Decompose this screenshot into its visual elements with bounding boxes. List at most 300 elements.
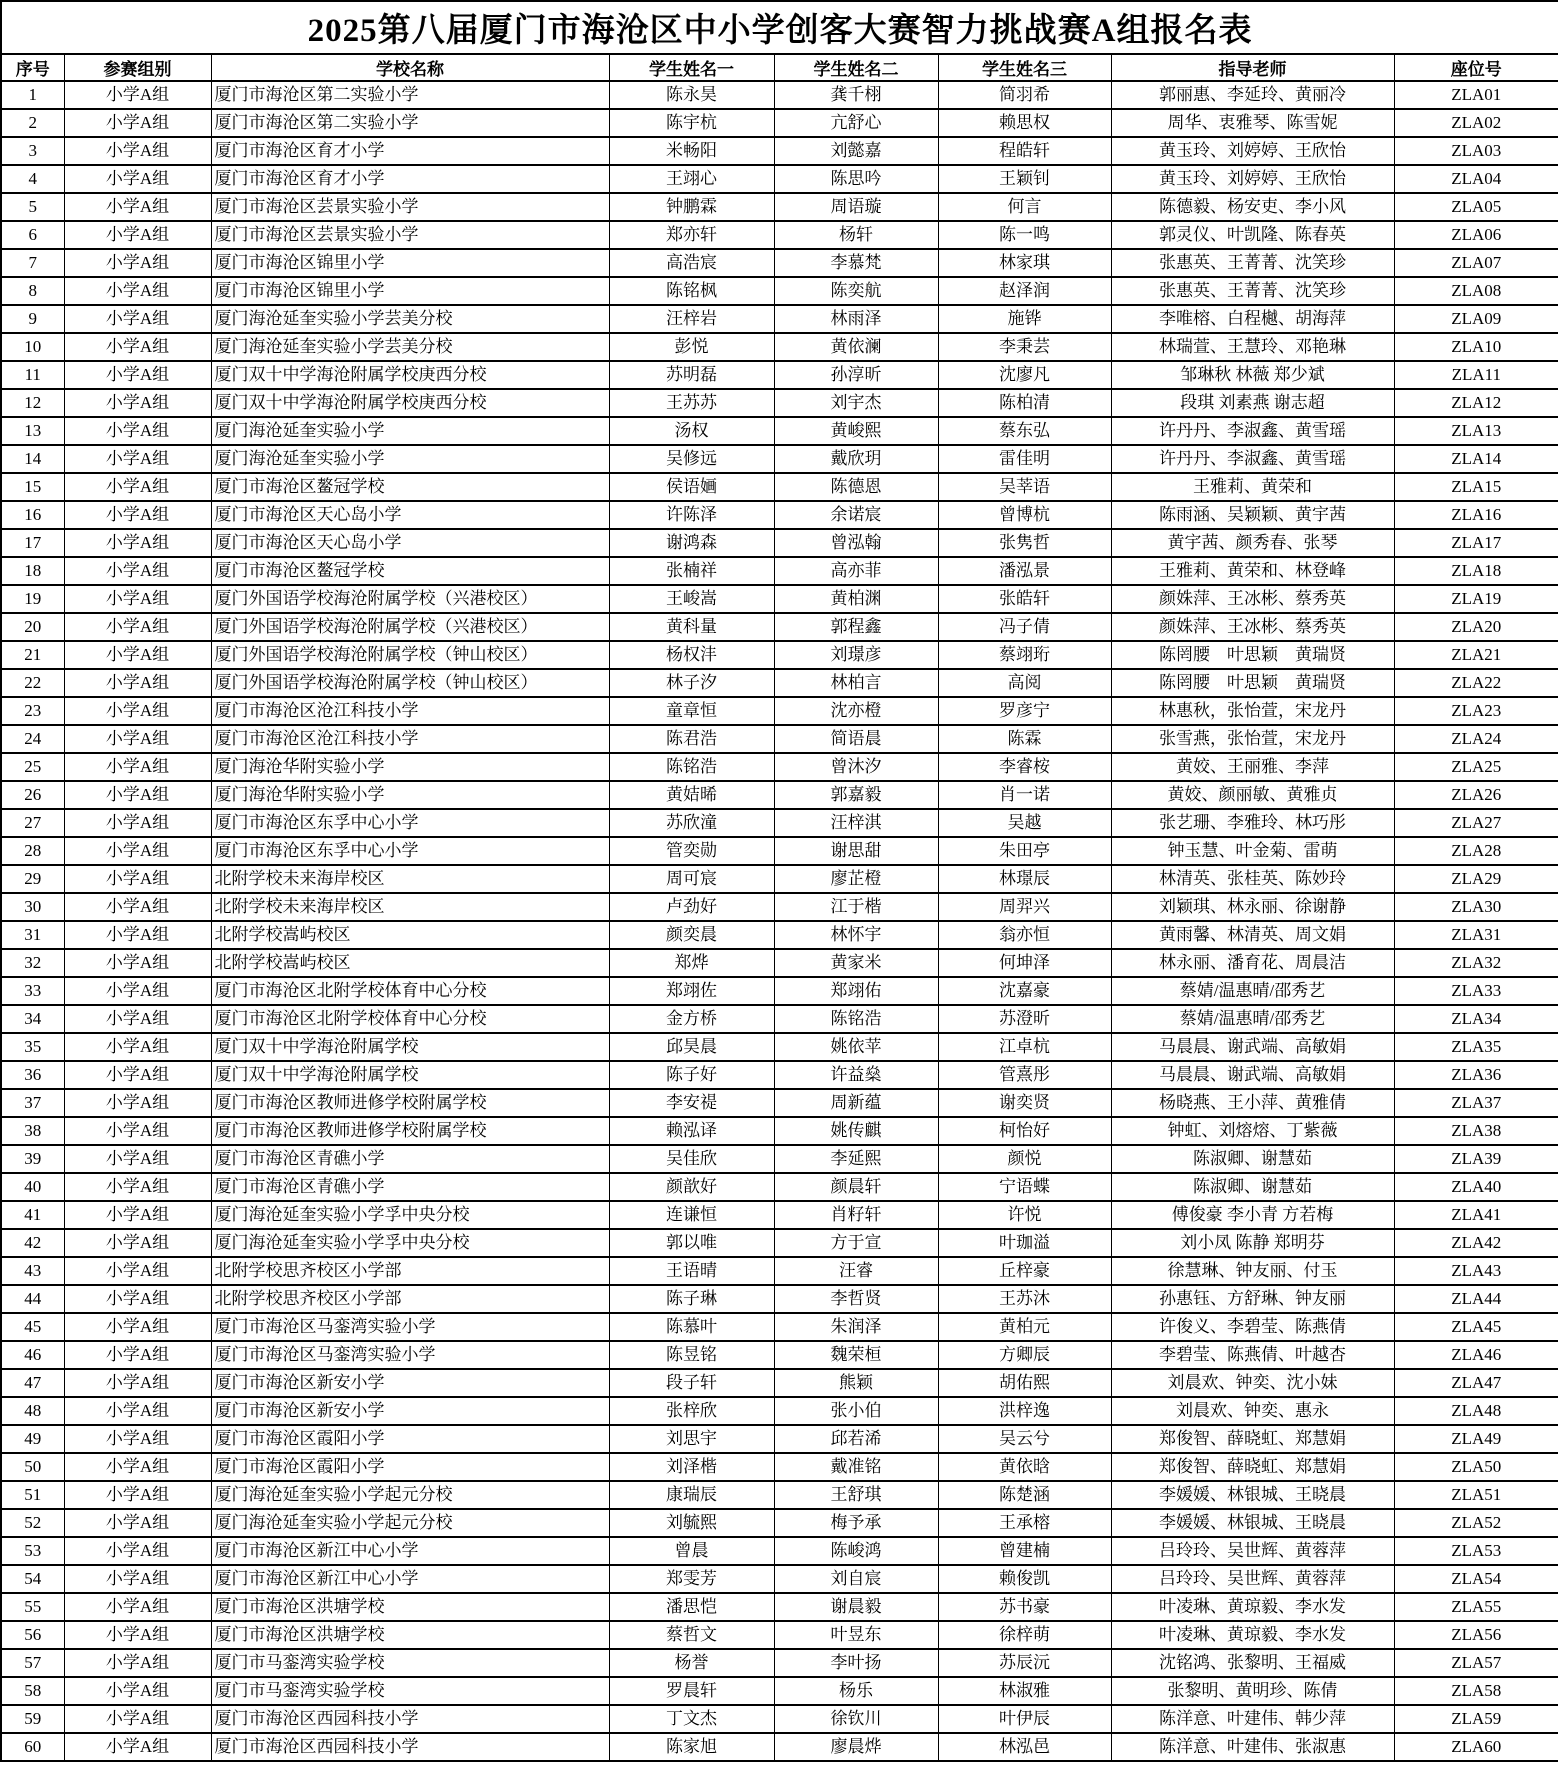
cell-student1: 郭以唯	[609, 1229, 774, 1257]
cell-seat: ZLA43	[1394, 1257, 1558, 1285]
cell-student2: 余诺宸	[774, 501, 938, 529]
cell-student2: 姚传麒	[774, 1117, 938, 1145]
cell-group: 小学A组	[64, 501, 211, 529]
cell-student3: 江卓杭	[938, 1033, 1111, 1061]
cell-seat: ZLA40	[1394, 1173, 1558, 1201]
table-row	[1, 361, 1558, 389]
cell-seq: 18	[1, 557, 64, 585]
cell-student2: 龚千栩	[774, 81, 938, 109]
cell-seat: ZLA25	[1394, 753, 1558, 781]
cell-seq: 24	[1, 725, 64, 753]
cell-student2: 杨轩	[774, 221, 938, 249]
cell-student1: 丁文杰	[609, 1705, 774, 1733]
cell-school: 厦门市马銮湾实验学校	[211, 1649, 609, 1677]
cell-teachers: 蔡婧/温惠晴/邵秀艺	[1111, 1005, 1394, 1033]
cell-student2: 李叶扬	[774, 1649, 938, 1677]
cell-group: 小学A组	[64, 1061, 211, 1089]
cell-teachers: 沈铭鸿、张黎明、王福威	[1111, 1649, 1394, 1677]
cell-student3: 许悦	[938, 1201, 1111, 1229]
cell-student2: 杨乐	[774, 1677, 938, 1705]
cell-teachers: 孙惠钰、方舒琳、钟友丽	[1111, 1285, 1394, 1313]
cell-group: 小学A组	[64, 585, 211, 613]
table-row	[1, 557, 1558, 585]
cell-seat: ZLA42	[1394, 1229, 1558, 1257]
cell-student1: 颜歆好	[609, 1173, 774, 1201]
cell-seq: 28	[1, 837, 64, 865]
cell-student3: 吴云兮	[938, 1425, 1111, 1453]
cell-group: 小学A组	[64, 1005, 211, 1033]
cell-seq: 4	[1, 165, 64, 193]
cell-student3: 林泓邑	[938, 1733, 1111, 1761]
cell-teachers: 张惠英、王菁菁、沈笑珍	[1111, 277, 1394, 305]
cell-seat: ZLA24	[1394, 725, 1558, 753]
cell-seat: ZLA46	[1394, 1341, 1558, 1369]
cell-group: 小学A组	[64, 221, 211, 249]
cell-student3: 颜悦	[938, 1145, 1111, 1173]
cell-teachers: 张黎明、黄明珍、陈倩	[1111, 1677, 1394, 1705]
cell-student2: 陈思吟	[774, 165, 938, 193]
cell-group: 小学A组	[64, 1705, 211, 1733]
table-row	[1, 809, 1558, 837]
cell-student3: 苏书豪	[938, 1593, 1111, 1621]
cell-group: 小学A组	[64, 473, 211, 501]
cell-group: 小学A组	[64, 641, 211, 669]
cell-student3: 朱田亭	[938, 837, 1111, 865]
cell-student3: 简羽希	[938, 81, 1111, 109]
cell-seq: 1	[1, 81, 64, 109]
table-row	[1, 1481, 1558, 1509]
cell-seat: ZLA30	[1394, 893, 1558, 921]
cell-school: 厦门海沧华附实验小学	[211, 753, 609, 781]
cell-group: 小学A组	[64, 1285, 211, 1313]
cell-teachers: 李媛媛、林银城、王晓晨	[1111, 1509, 1394, 1537]
cell-student3: 何坤泽	[938, 949, 1111, 977]
cell-seat: ZLA57	[1394, 1649, 1558, 1677]
cell-teachers: 刘晨欢、钟奕、沈小妹	[1111, 1369, 1394, 1397]
table-row	[1, 753, 1558, 781]
cell-student1: 高浩宸	[609, 249, 774, 277]
cell-student3: 翁亦恒	[938, 921, 1111, 949]
cell-seq: 58	[1, 1677, 64, 1705]
cell-student3: 叶珈溢	[938, 1229, 1111, 1257]
cell-group: 小学A组	[64, 1033, 211, 1061]
cell-school: 厦门双十中学海沧附属学校	[211, 1061, 609, 1089]
cell-group: 小学A组	[64, 305, 211, 333]
cell-student2: 曾泓翰	[774, 529, 938, 557]
cell-school: 厦门市海沧区马銮湾实验小学	[211, 1313, 609, 1341]
table-row	[1, 1369, 1558, 1397]
cell-group: 小学A组	[64, 613, 211, 641]
cell-teachers: 陈洋意、叶建伟、张淑惠	[1111, 1733, 1394, 1761]
cell-seat: ZLA37	[1394, 1089, 1558, 1117]
cell-student3: 王颖钊	[938, 165, 1111, 193]
cell-teachers: 马晨晨、谢武端、高敏娟	[1111, 1061, 1394, 1089]
cell-student1: 陈昱铭	[609, 1341, 774, 1369]
cell-student3: 赖俊凯	[938, 1565, 1111, 1593]
cell-seat: ZLA44	[1394, 1285, 1558, 1313]
cell-student2: 梅予承	[774, 1509, 938, 1537]
cell-student1: 刘泽楷	[609, 1453, 774, 1481]
cell-group: 小学A组	[64, 81, 211, 109]
column-header-teachers: 指导老师	[1111, 54, 1394, 81]
table-row	[1, 1537, 1558, 1565]
cell-student2: 熊颖	[774, 1369, 938, 1397]
cell-group: 小学A组	[64, 529, 211, 557]
cell-group: 小学A组	[64, 865, 211, 893]
cell-seat: ZLA26	[1394, 781, 1558, 809]
cell-teachers: 邹琳秋 林薇 郑少斌	[1111, 361, 1394, 389]
table-row	[1, 697, 1558, 725]
cell-student2: 刘璟彦	[774, 641, 938, 669]
table-row	[1, 725, 1558, 753]
cell-teachers: 李唯榕、白程樾、胡海萍	[1111, 305, 1394, 333]
table-row	[1, 305, 1558, 333]
cell-student1: 金方桥	[609, 1005, 774, 1033]
column-header-row	[1, 54, 1558, 81]
cell-student3: 高阅	[938, 669, 1111, 697]
table-row	[1, 1649, 1558, 1677]
cell-teachers: 陈罔腰 叶思颖 黄瑞贤	[1111, 669, 1394, 697]
cell-student2: 陈峻鸿	[774, 1537, 938, 1565]
cell-group: 小学A组	[64, 277, 211, 305]
cell-school: 厦门市海沧区沧江科技小学	[211, 697, 609, 725]
cell-group: 小学A组	[64, 557, 211, 585]
cell-group: 小学A组	[64, 1341, 211, 1369]
cell-student2: 江于楷	[774, 893, 938, 921]
cell-seat: ZLA33	[1394, 977, 1558, 1005]
table-row	[1, 641, 1558, 669]
cell-seat: ZLA31	[1394, 921, 1558, 949]
cell-student1: 王语晴	[609, 1257, 774, 1285]
cell-group: 小学A组	[64, 1621, 211, 1649]
table-row	[1, 1061, 1558, 1089]
cell-seq: 37	[1, 1089, 64, 1117]
cell-student1: 邱昊晨	[609, 1033, 774, 1061]
table-row	[1, 501, 1558, 529]
cell-student2: 张小伯	[774, 1397, 938, 1425]
cell-student1: 段子轩	[609, 1369, 774, 1397]
cell-student3: 徐梓萌	[938, 1621, 1111, 1649]
cell-student3: 沈嘉豪	[938, 977, 1111, 1005]
cell-seat: ZLA17	[1394, 529, 1558, 557]
cell-school: 厦门市海沧区洪塘学校	[211, 1621, 609, 1649]
cell-student3: 方卿辰	[938, 1341, 1111, 1369]
cell-group: 小学A组	[64, 389, 211, 417]
cell-seq: 54	[1, 1565, 64, 1593]
cell-student1: 汤权	[609, 417, 774, 445]
cell-student3: 赖思权	[938, 109, 1111, 137]
cell-seat: ZLA36	[1394, 1061, 1558, 1089]
table-row	[1, 1033, 1558, 1061]
cell-school: 厦门市海沧区鳌冠学校	[211, 473, 609, 501]
cell-group: 小学A组	[64, 977, 211, 1005]
cell-seat: ZLA03	[1394, 137, 1558, 165]
cell-teachers: 郭丽惠、李延玲、黄丽冷	[1111, 81, 1394, 109]
cell-school: 厦门市海沧区新江中心小学	[211, 1565, 609, 1593]
table-row	[1, 1313, 1558, 1341]
table-row	[1, 921, 1558, 949]
table-row	[1, 529, 1558, 557]
cell-student3: 叶伊辰	[938, 1705, 1111, 1733]
cell-seq: 51	[1, 1481, 64, 1509]
cell-student2: 廖芷橙	[774, 865, 938, 893]
cell-student2: 颜晨轩	[774, 1173, 938, 1201]
cell-student3: 宁语蝶	[938, 1173, 1111, 1201]
cell-school: 厦门市海沧区东孚中心小学	[211, 837, 609, 865]
cell-teachers: 林清英、张桂英、陈妙玲	[1111, 865, 1394, 893]
cell-group: 小学A组	[64, 781, 211, 809]
cell-seq: 42	[1, 1229, 64, 1257]
cell-seq: 20	[1, 613, 64, 641]
cell-teachers: 钟玉慧、叶金菊、雷萌	[1111, 837, 1394, 865]
cell-student1: 苏明磊	[609, 361, 774, 389]
cell-student3: 张隽哲	[938, 529, 1111, 557]
cell-seq: 45	[1, 1313, 64, 1341]
cell-student3: 王承榕	[938, 1509, 1111, 1537]
cell-student2: 王舒琪	[774, 1481, 938, 1509]
cell-seat: ZLA32	[1394, 949, 1558, 977]
cell-student3: 周羿兴	[938, 893, 1111, 921]
cell-student3: 潘泓景	[938, 557, 1111, 585]
cell-seat: ZLA55	[1394, 1593, 1558, 1621]
cell-student2: 孙淳昕	[774, 361, 938, 389]
table-row	[1, 1397, 1558, 1425]
cell-group: 小学A组	[64, 361, 211, 389]
cell-student2: 李延熙	[774, 1145, 938, 1173]
cell-student2: 徐钦川	[774, 1705, 938, 1733]
cell-seq: 22	[1, 669, 64, 697]
cell-student1: 苏欣潼	[609, 809, 774, 837]
cell-student2: 方于宣	[774, 1229, 938, 1257]
cell-teachers: 蔡婧/温惠晴/邵秀艺	[1111, 977, 1394, 1005]
cell-student1: 连谦恒	[609, 1201, 774, 1229]
table-row	[1, 837, 1558, 865]
cell-seat: ZLA16	[1394, 501, 1558, 529]
cell-teachers: 黄姣、王丽雅、李萍	[1111, 753, 1394, 781]
cell-student2: 刘宇杰	[774, 389, 938, 417]
table-row	[1, 613, 1558, 641]
cell-student2: 邱若浠	[774, 1425, 938, 1453]
table-row	[1, 109, 1558, 137]
table-row	[1, 417, 1558, 445]
table-row	[1, 1509, 1558, 1537]
cell-teachers: 周华、衷雅琴、陈雪妮	[1111, 109, 1394, 137]
cell-student2: 戴欣玥	[774, 445, 938, 473]
cell-group: 小学A组	[64, 249, 211, 277]
cell-seq: 59	[1, 1705, 64, 1733]
table-row	[1, 1621, 1558, 1649]
cell-teachers: 段琪 刘素燕 谢志超	[1111, 389, 1394, 417]
cell-school: 厦门双十中学海沧附属学校	[211, 1033, 609, 1061]
cell-student3: 雷佳明	[938, 445, 1111, 473]
cell-school: 厦门市海沧区北附学校体育中心分校	[211, 977, 609, 1005]
cell-student2: 廖晨烨	[774, 1733, 938, 1761]
cell-teachers: 陈德毅、杨安吏、李小风	[1111, 193, 1394, 221]
cell-group: 小学A组	[64, 1733, 211, 1761]
cell-school: 厦门海沧延奎实验小学	[211, 417, 609, 445]
cell-seq: 46	[1, 1341, 64, 1369]
cell-student1: 张梓欣	[609, 1397, 774, 1425]
cell-student2: 沈亦橙	[774, 697, 938, 725]
cell-teachers: 黄玉玲、刘婷婷、王欣怡	[1111, 137, 1394, 165]
table-row	[1, 1593, 1558, 1621]
cell-seq: 14	[1, 445, 64, 473]
cell-school: 北附学校未来海岸校区	[211, 893, 609, 921]
table-row	[1, 893, 1558, 921]
cell-seq: 44	[1, 1285, 64, 1313]
cell-group: 小学A组	[64, 837, 211, 865]
cell-seq: 41	[1, 1201, 64, 1229]
cell-teachers: 林永丽、潘育花、周晨洁	[1111, 949, 1394, 977]
cell-group: 小学A组	[64, 445, 211, 473]
cell-student1: 陈家旭	[609, 1733, 774, 1761]
cell-student3: 吴越	[938, 809, 1111, 837]
table-row	[1, 1145, 1558, 1173]
cell-student1: 张楠祥	[609, 557, 774, 585]
cell-teachers: 张雪燕，张怡萱，宋龙丹	[1111, 725, 1394, 753]
cell-seat: ZLA49	[1394, 1425, 1558, 1453]
cell-teachers: 许丹丹、李淑鑫、黄雪瑶	[1111, 417, 1394, 445]
cell-school: 厦门海沧延奎实验小学芸美分校	[211, 333, 609, 361]
cell-student1: 王峻嵩	[609, 585, 774, 613]
cell-group: 小学A组	[64, 1313, 211, 1341]
cell-seq: 19	[1, 585, 64, 613]
cell-seat: ZLA19	[1394, 585, 1558, 613]
cell-student3: 王苏沐	[938, 1285, 1111, 1313]
cell-student1: 郑雯芳	[609, 1565, 774, 1593]
cell-student1: 黄姞晞	[609, 781, 774, 809]
cell-seat: ZLA10	[1394, 333, 1558, 361]
cell-student3: 胡佑熙	[938, 1369, 1111, 1397]
cell-student2: 魏荣桓	[774, 1341, 938, 1369]
cell-group: 小学A组	[64, 725, 211, 753]
cell-student2: 亢舒心	[774, 109, 938, 137]
cell-teachers: 李媛媛、林银城、王晓晨	[1111, 1481, 1394, 1509]
cell-student2: 郭嘉毅	[774, 781, 938, 809]
cell-seq: 17	[1, 529, 64, 557]
cell-teachers: 刘小凤 陈静 郑明芬	[1111, 1229, 1394, 1257]
cell-student3: 蔡翊珩	[938, 641, 1111, 669]
cell-teachers: 林惠秋，张怡萱，宋龙丹	[1111, 697, 1394, 725]
cell-teachers: 陈淑卿、谢慧茹	[1111, 1145, 1394, 1173]
cell-school: 厦门市海沧区第二实验小学	[211, 109, 609, 137]
cell-student1: 刘毓熙	[609, 1509, 774, 1537]
cell-student1: 谢鸿森	[609, 529, 774, 557]
cell-group: 小学A组	[64, 417, 211, 445]
cell-seat: ZLA34	[1394, 1005, 1558, 1033]
cell-seq: 13	[1, 417, 64, 445]
cell-student1: 曾晨	[609, 1537, 774, 1565]
cell-teachers: 刘颖琪、林永丽、徐谢静	[1111, 893, 1394, 921]
cell-school: 厦门海沧延奎实验小学芸美分校	[211, 305, 609, 333]
cell-student2: 汪睿	[774, 1257, 938, 1285]
cell-student1: 周可宸	[609, 865, 774, 893]
cell-group: 小学A组	[64, 1397, 211, 1425]
cell-seq: 53	[1, 1537, 64, 1565]
cell-school: 厦门外国语学校海沧附属学校（兴港校区）	[211, 585, 609, 613]
cell-student1: 米畅阳	[609, 137, 774, 165]
cell-student3: 罗彦宁	[938, 697, 1111, 725]
cell-student2: 郭程鑫	[774, 613, 938, 641]
cell-school: 厦门市海沧区天心岛小学	[211, 501, 609, 529]
cell-group: 小学A组	[64, 165, 211, 193]
table-row	[1, 1201, 1558, 1229]
cell-school: 厦门市海沧区教师进修学校附属学校	[211, 1089, 609, 1117]
cell-school: 厦门双十中学海沧附属学校庚西分校	[211, 361, 609, 389]
cell-seat: ZLA27	[1394, 809, 1558, 837]
cell-seq: 16	[1, 501, 64, 529]
cell-group: 小学A组	[64, 893, 211, 921]
cell-seq: 6	[1, 221, 64, 249]
cell-group: 小学A组	[64, 669, 211, 697]
cell-school: 厦门市海沧区青礁小学	[211, 1145, 609, 1173]
cell-student1: 吴修远	[609, 445, 774, 473]
cell-teachers: 黄姣、颜丽敏、黄雅贞	[1111, 781, 1394, 809]
cell-group: 小学A组	[64, 1089, 211, 1117]
cell-student1: 赖泓译	[609, 1117, 774, 1145]
cell-school: 厦门市海沧区新安小学	[211, 1369, 609, 1397]
cell-student3: 程皓轩	[938, 137, 1111, 165]
cell-school: 北附学校思齐校区小学部	[211, 1257, 609, 1285]
cell-teachers: 叶凌琳、黄琼毅、李水发	[1111, 1593, 1394, 1621]
cell-student1: 郑翊佐	[609, 977, 774, 1005]
table-row	[1, 221, 1558, 249]
cell-group: 小学A组	[64, 921, 211, 949]
cell-student2: 郑翊佑	[774, 977, 938, 1005]
cell-student3: 曾建楠	[938, 1537, 1111, 1565]
cell-school: 北附学校嵩屿校区	[211, 949, 609, 977]
cell-school: 北附学校思齐校区小学部	[211, 1285, 609, 1313]
column-header-student3: 学生姓名三	[938, 54, 1111, 81]
cell-seat: ZLA05	[1394, 193, 1558, 221]
cell-seat: ZLA21	[1394, 641, 1558, 669]
cell-student2: 黄家米	[774, 949, 938, 977]
title-row	[1, 1, 1558, 54]
cell-school: 厦门海沧延奎实验小学孚中央分校	[211, 1229, 609, 1257]
cell-group: 小学A组	[64, 1369, 211, 1397]
cell-school: 厦门市海沧区芸景实验小学	[211, 221, 609, 249]
cell-seq: 29	[1, 865, 64, 893]
cell-student3: 冯子倩	[938, 613, 1111, 641]
cell-seq: 57	[1, 1649, 64, 1677]
cell-student2: 谢思甜	[774, 837, 938, 865]
cell-seat: ZLA28	[1394, 837, 1558, 865]
cell-group: 小学A组	[64, 1173, 211, 1201]
cell-seq: 47	[1, 1369, 64, 1397]
cell-seq: 34	[1, 1005, 64, 1033]
cell-seat: ZLA15	[1394, 473, 1558, 501]
cell-student1: 陈子琳	[609, 1285, 774, 1313]
cell-student2: 周语璇	[774, 193, 938, 221]
cell-seat: ZLA20	[1394, 613, 1558, 641]
cell-school: 厦门海沧延奎实验小学	[211, 445, 609, 473]
table-row	[1, 669, 1558, 697]
cell-student3: 何言	[938, 193, 1111, 221]
cell-seq: 9	[1, 305, 64, 333]
table-row	[1, 865, 1558, 893]
cell-seq: 7	[1, 249, 64, 277]
cell-group: 小学A组	[64, 1201, 211, 1229]
table-row	[1, 1285, 1558, 1313]
cell-student2: 许益燊	[774, 1061, 938, 1089]
table-row	[1, 585, 1558, 613]
cell-group: 小学A组	[64, 1593, 211, 1621]
column-header-seq: 序号	[1, 54, 64, 81]
cell-student3: 苏辰沅	[938, 1649, 1111, 1677]
cell-group: 小学A组	[64, 1537, 211, 1565]
cell-student3: 蔡东弘	[938, 417, 1111, 445]
table-row	[1, 1229, 1558, 1257]
